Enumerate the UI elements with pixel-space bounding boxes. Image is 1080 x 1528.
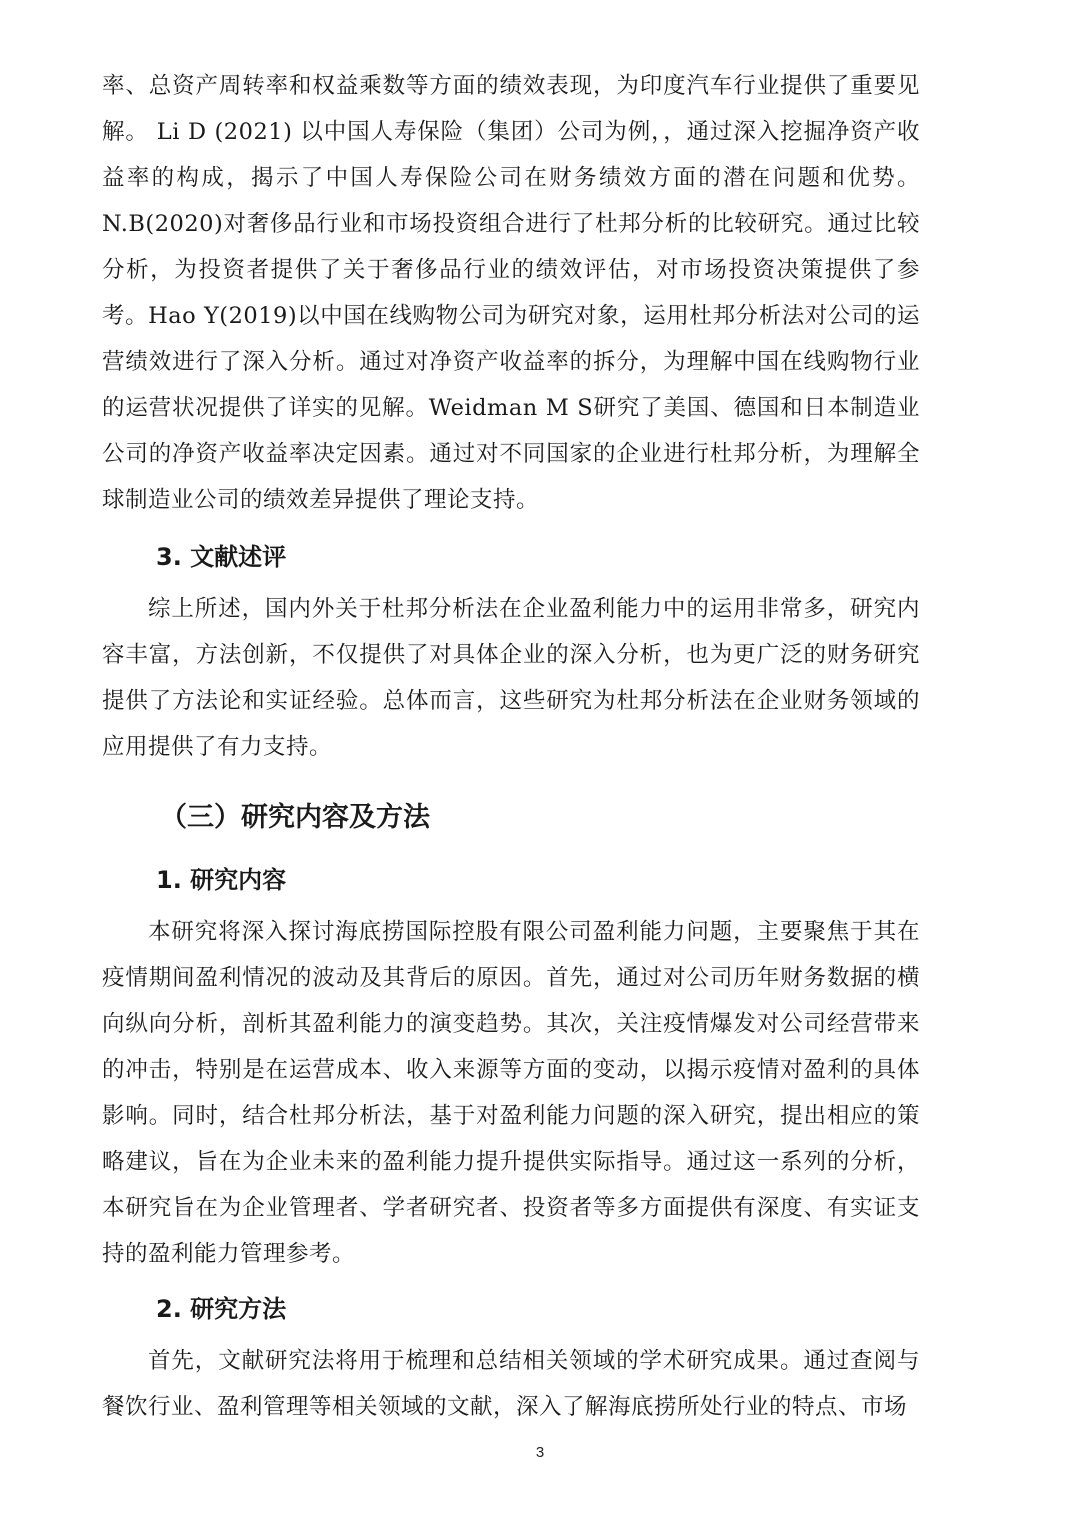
heading-research-content: 1. 研究内容 [156, 866, 287, 894]
paragraph-literature-foreign: 率、总资产周转率和权益乘数等方面的绩效表现，为印度汽车行业提供了重要见解。 Li D (2021) 以中国人寿保险（集团）公司为例，，通过深入挖掘净资产收益率的构成，揭示了中国人寿保险公司在财务绩效方面的潜在问题和优势。N.B(2020)对奢侈品行业和市场投资组合进行了杜邦分析的比较研究。通过比较分析，为投资者提供了关于奢侈品行业的绩效评估，对市场投资决策提供了参考。Hao Y(2019)以中国在线购物公司为研究对象，运用杜邦分析法对公司的运营绩效进行了深入分析。通过对净资产收益率的拆分，为理解中国在线购物行业的运营状况提供了详实的见解。Weidman M S研究了美国、德国和日本制造业公司的净资产收益率决定因素。通过对不同国家的企业进行杜邦分析，为理解全球制造业公司的绩效差异提供了理论支持。 [102, 73, 920, 513]
paragraph-research-content: 本研究将深入探讨海底捞国际控股有限公司盈利能力问题，主要聚焦于其在疫情期间盈利情况的波动及其背后的原因。首先，通过对公司历年财务数据的横向纵向分析，剖析其盈利能力的演变趋势。其次，关注疫情爆发对公司经营带来的冲击，特别是在运营成本、收入来源等方面的变动，以揭示疫情对盈利的具体影响。同时，结合杜邦分析法，基于对盈利能力问题的深入研究，提出相应的策略建议，旨在为企业未来的盈利能力提升提供实际指导。通过这一系列的分析，本研究旨在为企业管理者、学者研究者、投资者等多方面提供有深度、有实证支持的盈利能力管理参考。 [102, 919, 920, 1267]
page-number: 3 [535, 1444, 545, 1461]
paragraph-literature-review: 综上所述，国内外关于杜邦分析法在企业盈利能力中的运用非常多，研究内容丰富，方法创新，不仅提供了对具体企业的深入分析，也为更广泛的财务研究提供了方法论和实证经验。总体而言，这些研究为杜邦分析法在企业财务领域的应用提供了有力支持。 [102, 596, 920, 760]
paragraph-research-method: 首先，文献研究法将用于梳理和总结相关领域的学术研究成果。通过查阅与餐饮行业、盈利管理等相关领域的文献，深入了解海底捞所处行业的特点、市场 [102, 1348, 920, 1420]
heading-literature-review: 3. 文献述评 [156, 543, 287, 571]
heading-research-method: 2. 研究方法 [156, 1295, 287, 1323]
heading-section-three: （三）研究内容及方法 [160, 802, 430, 833]
